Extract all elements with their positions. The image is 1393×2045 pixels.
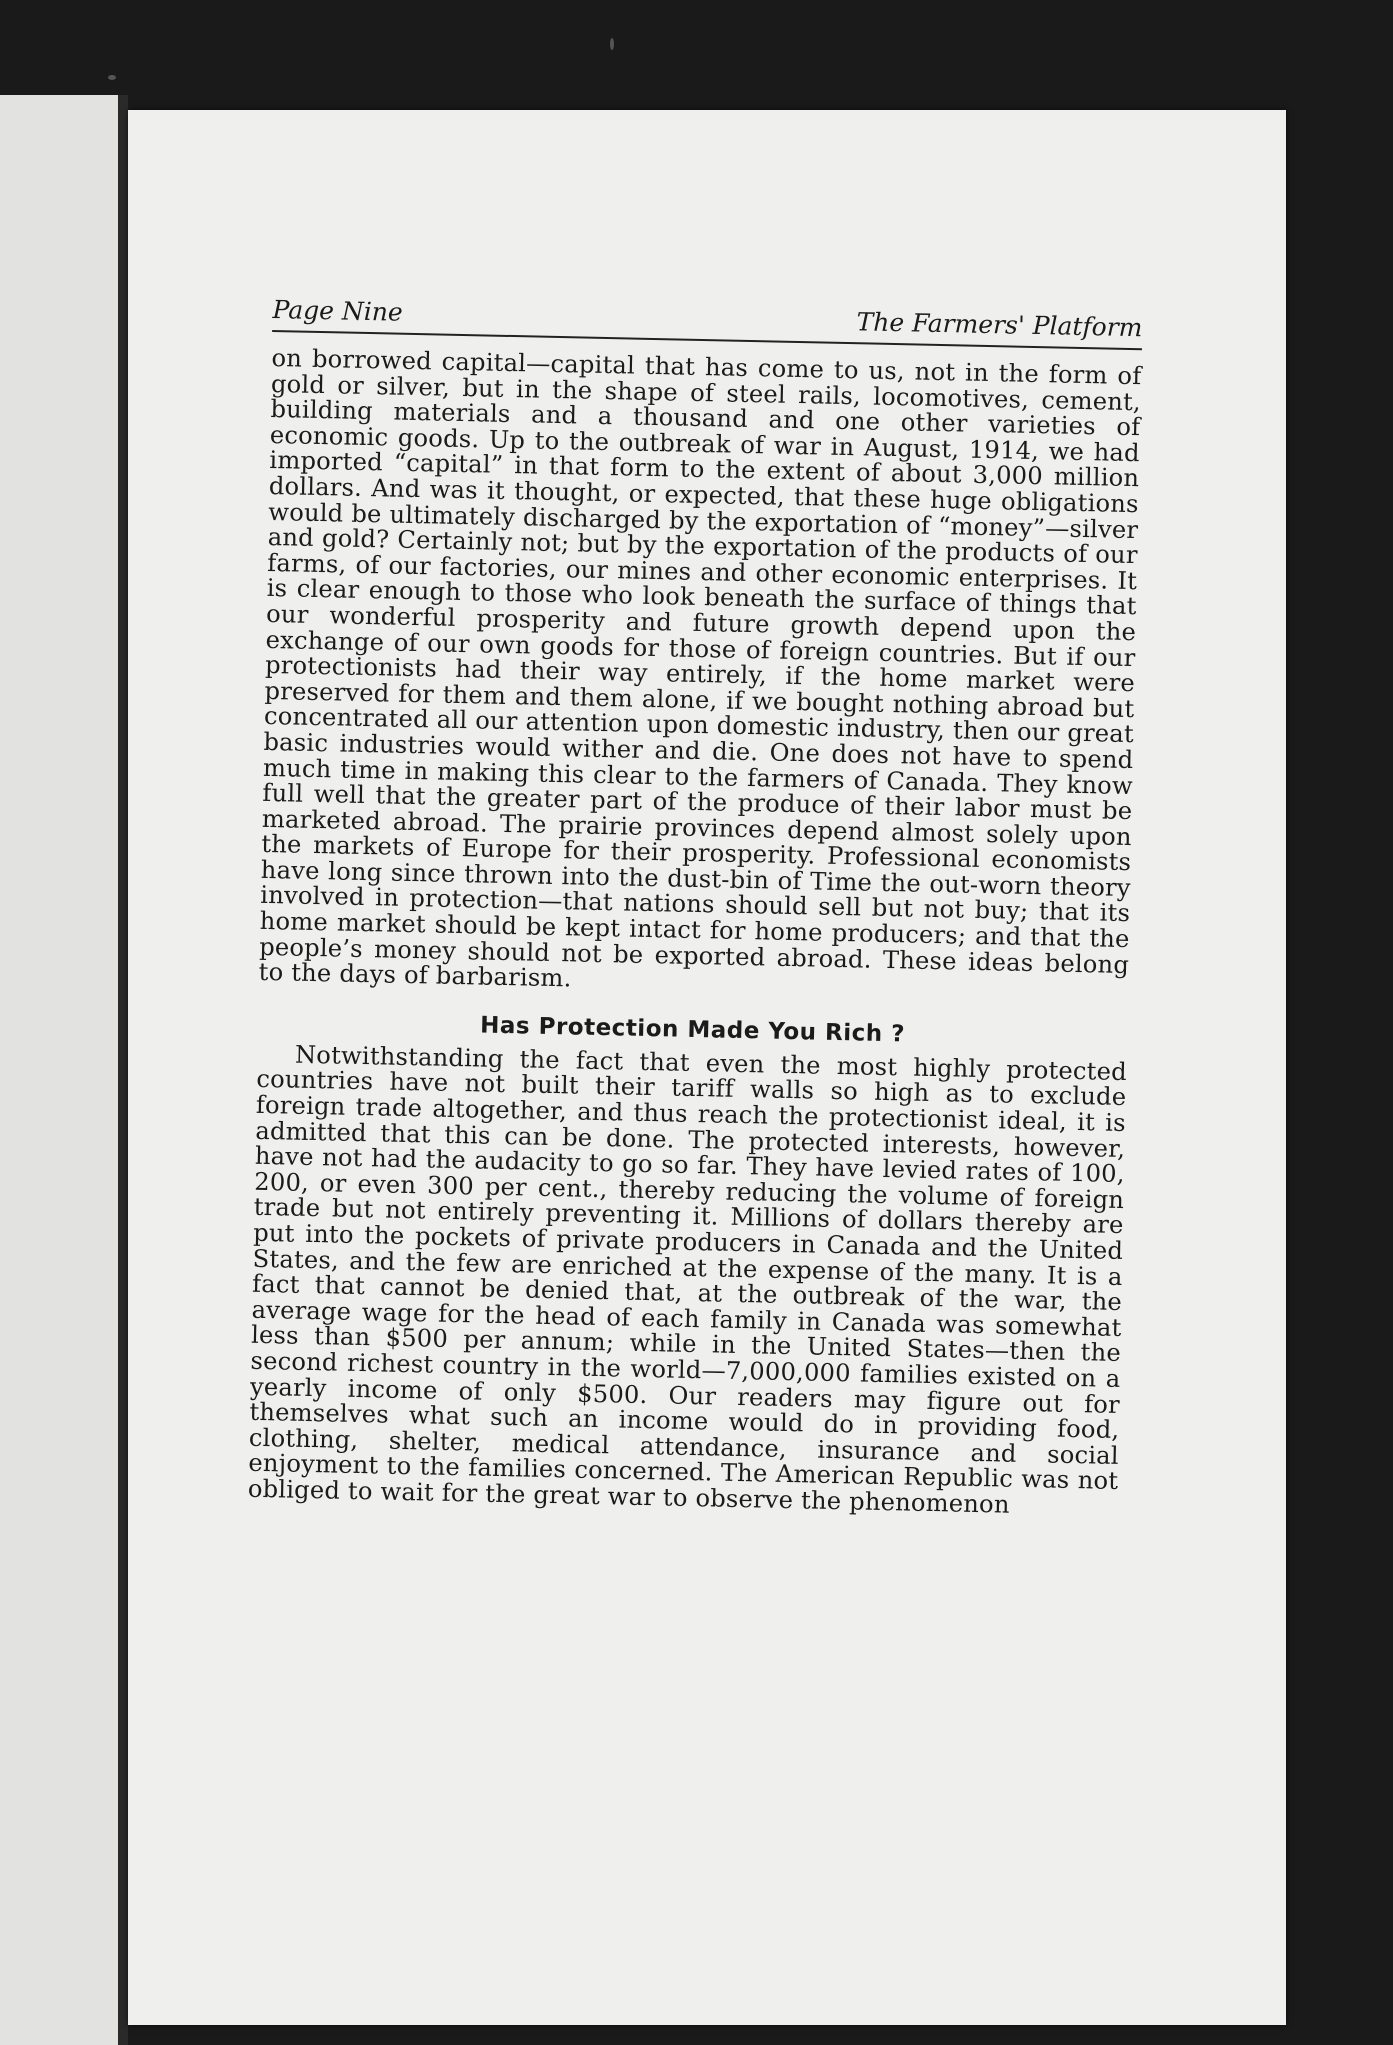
page-number: Page Nine [272, 294, 403, 327]
left-page-edge [0, 95, 118, 2045]
page-content [248, 290, 1143, 1520]
running-head [272, 290, 1143, 350]
section-heading: Has Protection Made You Rich ? [479, 1012, 906, 1048]
dust-speck [108, 75, 116, 80]
book-page [128, 110, 1286, 2025]
dust-speck [610, 38, 614, 50]
body-paragraph: Notwithstanding the fact that even the most highly protected countries have not built their tariff walls so high as to exclude foreign trade altogether, and thus reach the protectionist ideal, it is admitted that this can be done. The protected interests, however, have not had the audacity to go so far. They have levied rates of 100, 200, or even 300 per cent., thereby reducing the volume of foreign trade but not entirely preventing it. Millions of dollars thereby are put into the pockets of private producers in Canada and the United States, and the few are enriched at the expense of the many. It is a fact that cannot be denied that, at the outbreak of the war, the average wage for the head of each family in Canada was somewhat less than $500 per annum; while in the United States—then the second richest country in the world—7,000,000 families existed on a yearly income of only $500. Our readers may figure out for themselves what such an income would do in providing food, clothing, shelter, medical attendance, insurance and social enjoyment to the families concerned. The American Republic was not obliged to wait for the great war to observe the phenomenon [247, 1040, 1128, 1519]
running-title: The Farmers' Platform [856, 307, 1143, 343]
body-paragraph: on borrowed capital—capital that has come to us, not in the form of gold or silver, but in the shape of steel rails, locomotives, cement, building materials and a thousand and one other varieties of economic goods. Up to the outbreak of war in August, 1914, we had imported “capital” in that form to the extent of about 3,000 million dollars. And was it thought, or expected, that these huge obligations would be ultimately discharged by the exportation of “money”—silver and gold? Certainly not; but by the exportation of the products of our farms, of our factories, our mines and other economic enterprises. It is clear enough to those who look beneath the surface of things that our wonderful prosperity and future growth depend upon the exchange of our own goods for those of foreign countries. But if our protectionists had their way entirely, if the home market were preserved for them and them alone, if we bought nothing abroad but concentrated all our attention upon domestic industry, then our great basic industries would wither and die. One does not have to spend much time in making this clear to the farmers of Canada. They know full well that the greater part of the produce of their labor must be marketed abroad. The prairie provinces depend almost solely upon the markets of Europe for their prosperity. Professional economists have long since thrown into the dust-bin of Time the out-worn theory involved in protection—that nations should sell but not buy; that its home market should be kept intact for home producers; and that the people’s money should not be exported abroad. These ideas belong to the days of barbarism. [258, 343, 1142, 993]
page-gutter [118, 95, 128, 2045]
